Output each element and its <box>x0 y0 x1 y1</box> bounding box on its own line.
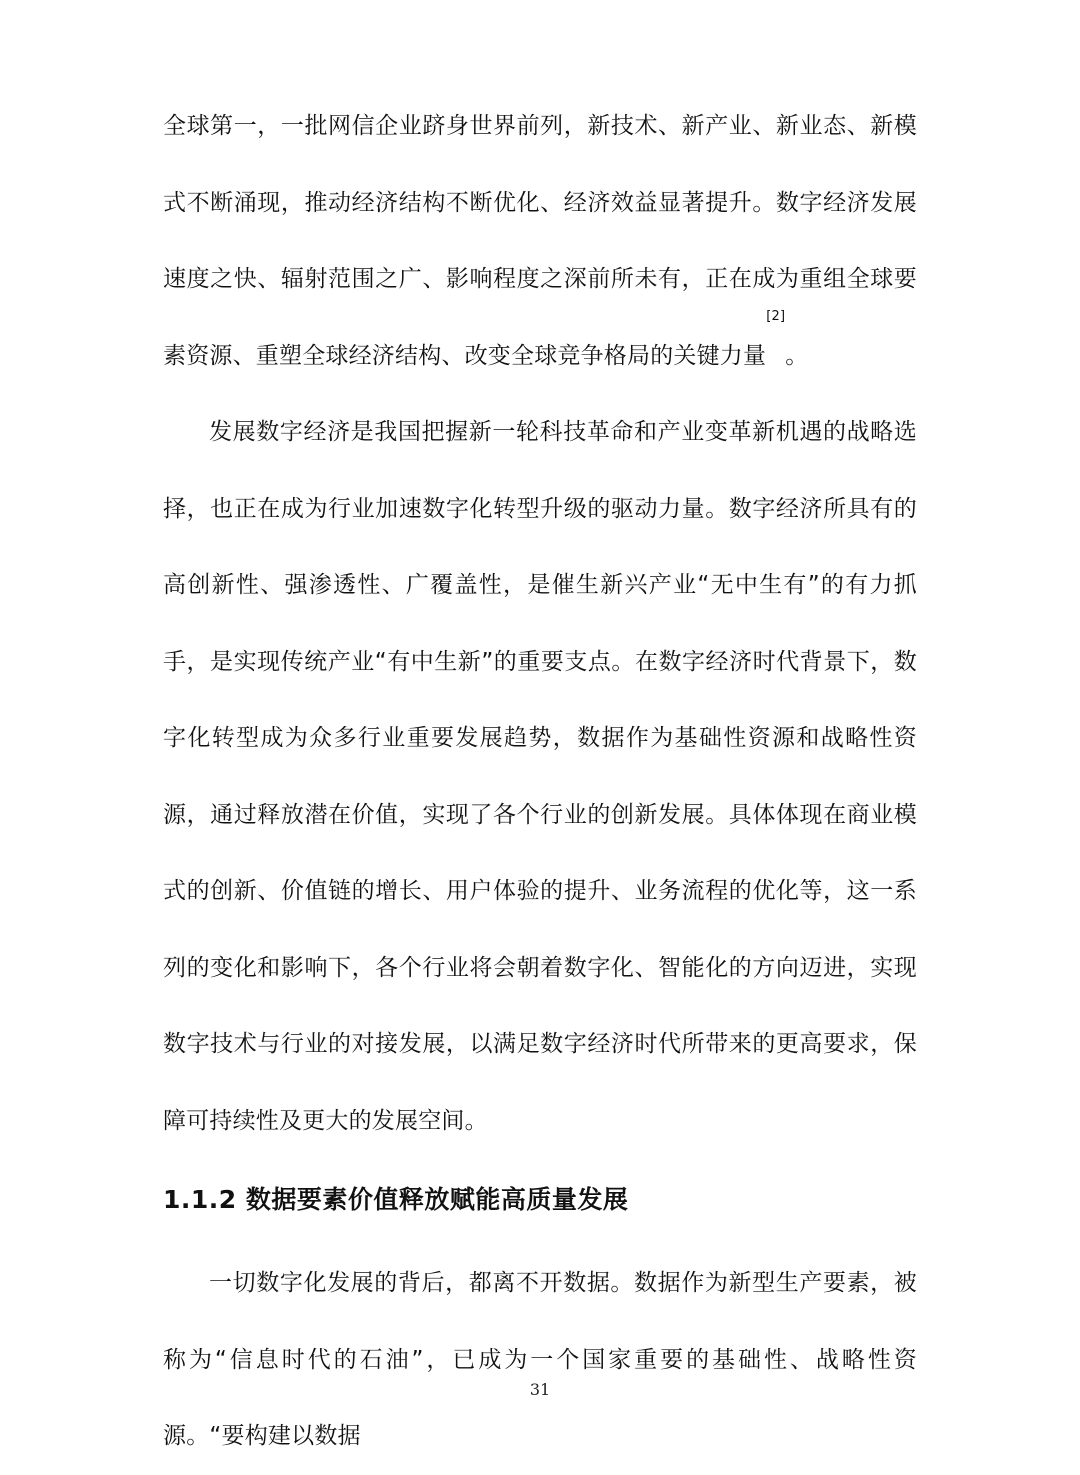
paragraph-data-elements: 一切数字化发展的背后，都离不开数据。数据作为新型生产要素，被称为“信息时代的石油”，已成为一个国家重要的基础性、战略性资源。“要构建以数据 <box>163 1270 917 1449</box>
paragraph-digital-economy: 发展数字经济是我国把握新一轮科技革命和产业变革新机遇的战略选择，也正在成为行业加速数字化转型升级的驱动力量。数字经济所具有的高创新性、强渗透性、广覆盖性，是催生新兴产业“无中生有”的有力抓手，是实现传统产业“有中生新”的重要支点。在数字经济时代背景下，数字化转型成为众多行业重要发展趋势，数据作为基础性资源和战略性资源，通过释放潜在价值，实现了各个行业的创新发展。具体体现在商业模式的创新、价值链的增长、用户体验的提升、业务流程的优化等，这一系列的变化和影响下，各个行业将会朝着数字化、智能化的方向迈进，实现数字技术与行业的对接发展，以满足数字经济时代所带来的更高要求，保障可持续性及更大的发展空间。 <box>163 419 917 1134</box>
paragraph-1-tail: 。 <box>785 342 809 369</box>
page-number: 31 <box>529 1380 551 1399</box>
section-heading: 1.1.2 数据要素价值释放赋能高质量发展 <box>163 1185 629 1214</box>
page-content <box>163 88 917 1475</box>
paragraph-continued <box>163 88 917 394</box>
citation-reference[interactable]: [2] <box>766 308 786 324</box>
paragraph-1-text: 全球第一，一批网信企业跻身世界前列，新技术、新产业、新业态、新模式不断涌现，推动经济结构不断优化、经济效益显著提升。数字经济发展速度之快、辐射范围之广、影响程度之深前所未有，正在成为重组全球要素资源、重塑全球经济结构、改变全球竞争格局的关键力量 <box>163 113 917 369</box>
